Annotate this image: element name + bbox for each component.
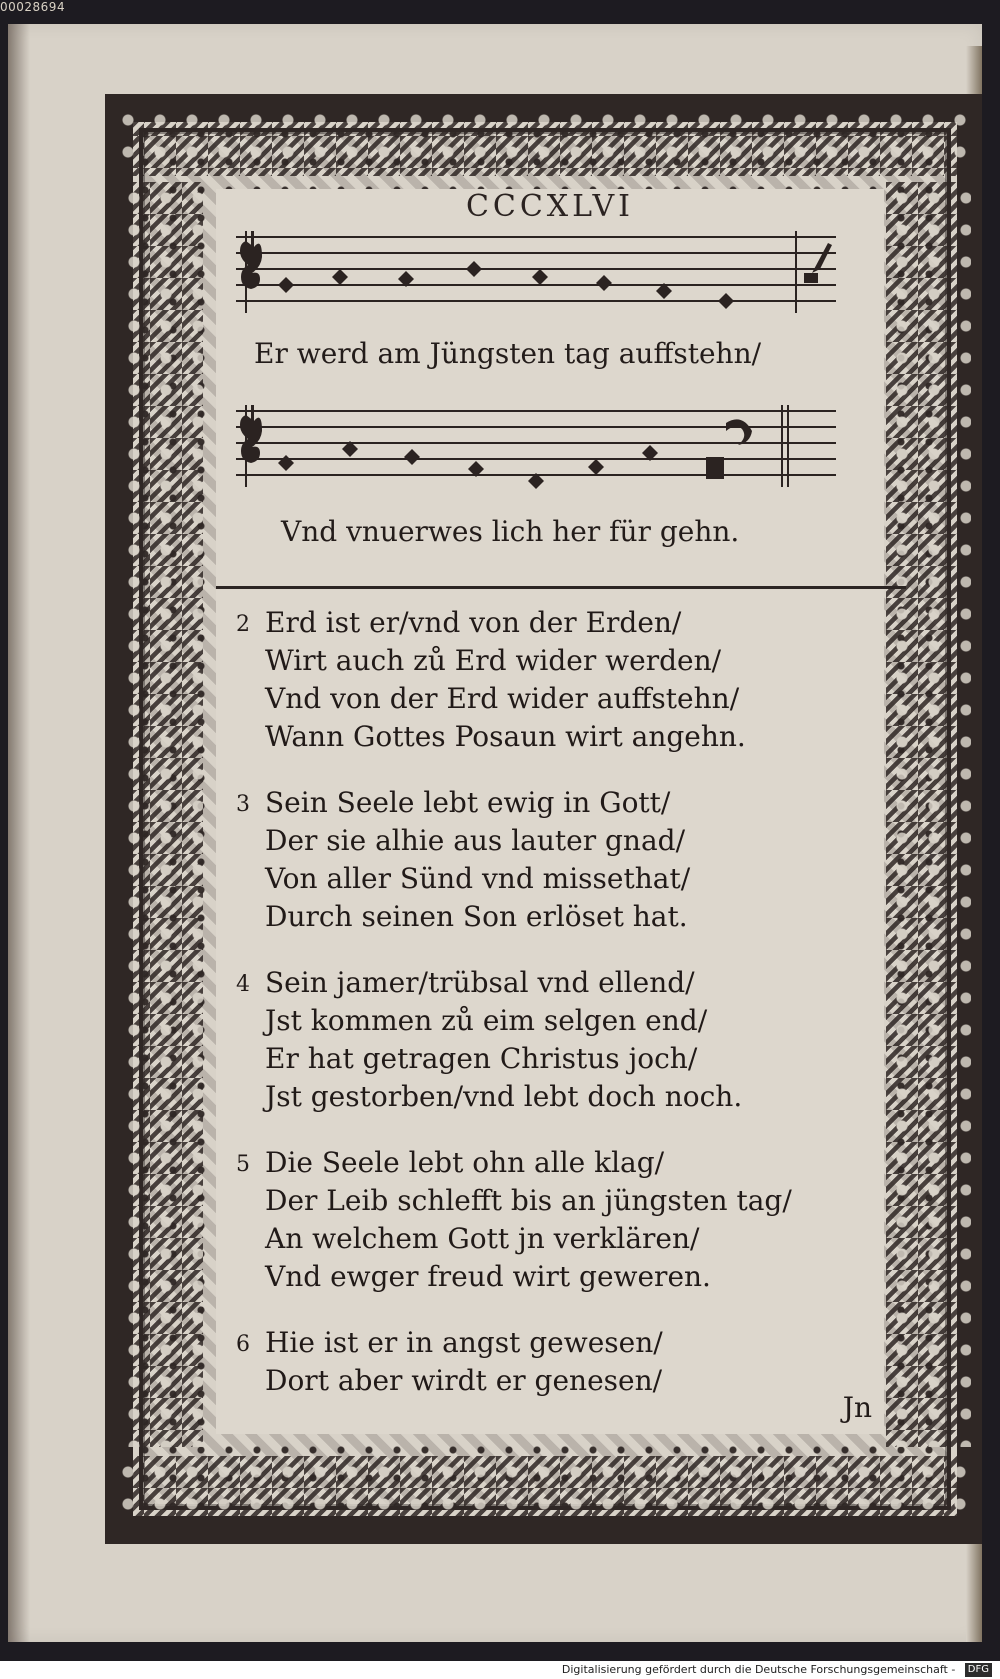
catchword: Jn: [842, 1391, 872, 1424]
verse-text: An welchem Gott jn verklären/: [265, 1222, 700, 1255]
verse-line: [231, 860, 861, 898]
bottom-ornament-band: [112, 1456, 976, 1528]
verse-number: 4: [236, 972, 250, 997]
verse-line: [231, 718, 861, 756]
verse-line: [231, 1258, 861, 1296]
verse-text: Er hat getragen Christus joch/: [265, 1042, 698, 1075]
verse-text: Jst gestorben/vnd lebt doch noch.: [265, 1080, 743, 1113]
spine-shadow: [8, 24, 30, 1642]
verse-text: Die Seele lebt ohn alle klag/: [265, 1146, 665, 1179]
verse-text: Der Leib schlefft bis an jüngsten tag/: [265, 1184, 792, 1217]
lyric-line-1: Er werd am Jüngsten tag auffstehn/: [254, 337, 762, 370]
verse-3: [231, 784, 861, 936]
verse-text: Jst kommen zů eim selgen end/: [265, 1004, 708, 1037]
left-ornament-band: [118, 182, 203, 1447]
book-page: [8, 24, 982, 1642]
verse-text: Sein Seele lebt ewig in Gott/: [265, 786, 671, 819]
verse-text: Der sie alhie aus lauter gnad/: [265, 824, 685, 857]
verse-line: [231, 604, 861, 642]
verse-line: [231, 1324, 861, 1362]
verse-text: Wann Gottes Posaun wirt angehn.: [265, 720, 746, 753]
verse-2: [231, 604, 861, 756]
text-block: [216, 189, 884, 1434]
music-notation-area: [236, 229, 876, 548]
verse-text: Durch seinen Son erlöset hat.: [265, 900, 688, 933]
verse-number: 3: [236, 792, 250, 817]
section-rule: [216, 586, 906, 589]
verse-line: [231, 1078, 861, 1116]
verse-text: Sein jamer/trübsal vnd ellend/: [265, 966, 695, 999]
verse-line: [231, 784, 861, 822]
verse-5: [231, 1144, 861, 1296]
verse-text: Von aller Sünd vnd missethat/: [265, 862, 691, 895]
page-number: CCCXLVI: [465, 189, 635, 224]
staff-1: [236, 229, 876, 317]
verse-number: 5: [236, 1152, 250, 1177]
verse-text: Erd ist er/vnd von der Erden/: [265, 606, 682, 639]
credit-bar: [0, 1661, 1000, 1679]
verse-text: Hie ist er in angst gewesen/: [265, 1326, 663, 1359]
verse-4: [231, 964, 861, 1116]
verse-line: [231, 1362, 861, 1400]
verse-number: 2: [236, 612, 250, 637]
credit-text: [562, 1661, 992, 1679]
staff-1-svg: [236, 229, 876, 317]
verses-block: [231, 604, 861, 1428]
verse-line: [231, 898, 861, 936]
staff-2-svg: [236, 403, 876, 491]
verse-line: [231, 822, 861, 860]
right-ornament-band: [886, 182, 971, 1447]
verse-text: Wirt auch zů Erd wider werden/: [265, 644, 722, 677]
lyric-line-2: Vnd vnuerwes lich her für gehn.: [281, 515, 740, 548]
verse-line: [231, 1002, 861, 1040]
verse-line: [231, 680, 861, 718]
verse-text: Vnd von der Erd wider auffstehn/: [265, 682, 740, 715]
verse-text: Vnd ewger freud wirt geweren.: [265, 1260, 711, 1293]
verse-line: [231, 642, 861, 680]
verse-text: Dort aber wirdt er genesen/: [265, 1364, 663, 1397]
dfg-logo: DFG: [965, 1663, 992, 1677]
staff-2: [236, 403, 876, 491]
verse-line: [231, 1040, 861, 1078]
credit-label: Digitalisierung gefördert durch die Deutsche Forschungsgemeinschaft -: [561, 1663, 956, 1676]
top-ornament-band: [112, 104, 976, 176]
verse-line: [231, 1220, 861, 1258]
verse-6: [231, 1324, 861, 1400]
verse-line: [231, 1182, 861, 1220]
archive-id: 00028694: [0, 0, 66, 14]
verse-line: [231, 1144, 861, 1182]
verse-number: 6: [236, 1332, 250, 1357]
verse-line: [231, 964, 861, 1002]
